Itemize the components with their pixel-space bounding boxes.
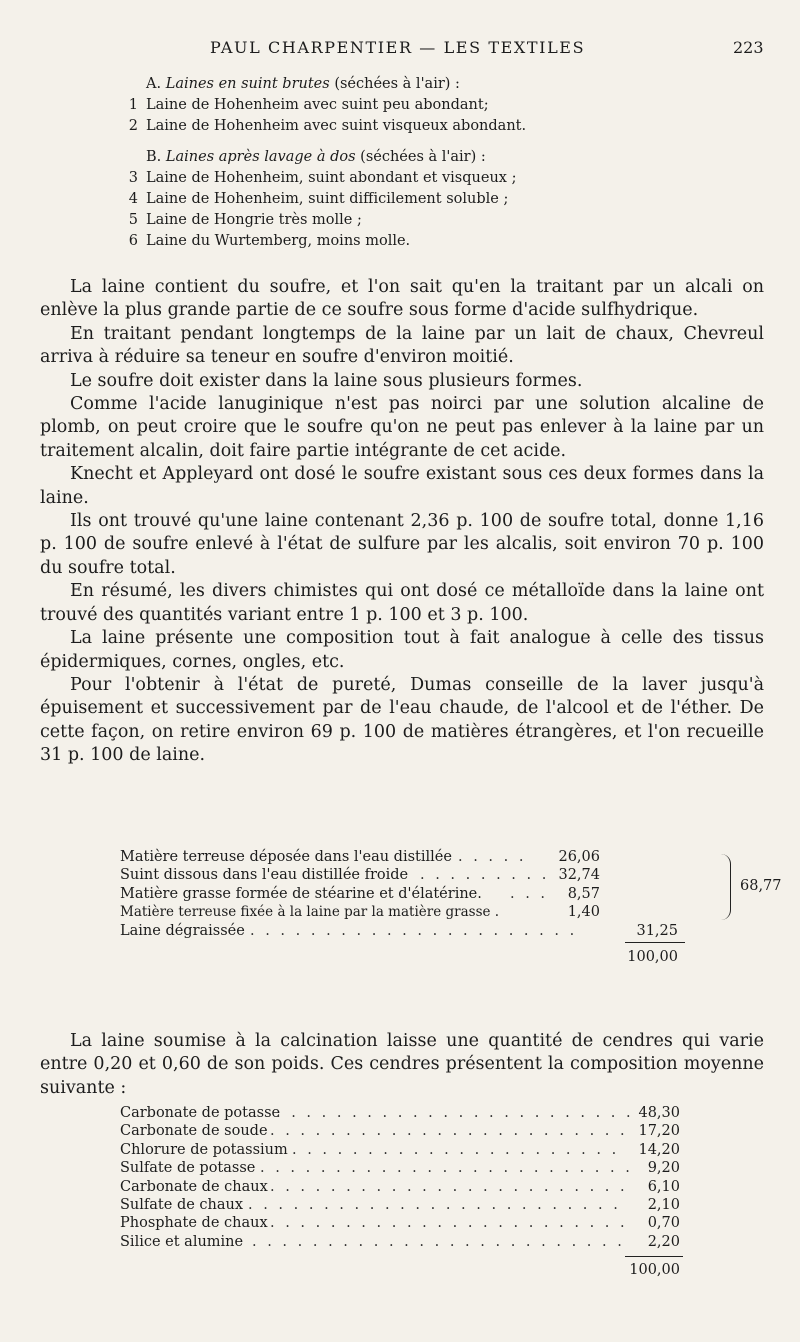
table-row (120, 948, 680, 966)
table-row: Carbonate de soude . . . . . . . . . . . . . . . . . . . . . . . . 17,20 (120, 1123, 680, 1140)
paragraph: La laine contient du soufre, et l'on sait qu'en la traitant par un alcali on enlève la plus grande partie de ce soufre sous forme d'acide sulfhydrique. (40, 277, 764, 321)
list-item: 2 Laine de Hohenheim avec suint visqueux abondant. (128, 118, 527, 134)
table-row: Suint dissous dans l'eau distillée froide . . . . . . . . . 32,74 (120, 867, 600, 884)
group-a-title (120, 74, 680, 95)
list-item: 6 Laine du Wurtemberg, moins molle. (128, 233, 411, 249)
paragraph: Knecht et Appleyard ont dosé le soufre existant sous ces deux formes dans la laine. (40, 464, 764, 508)
table-row: Chlorure de potassium . . . . . . . . . . . . . . . . . . . . . . 14,20 (120, 1141, 680, 1158)
paragraph: Ils ont trouvé qu'une laine contenant 2,36 p. 100 de soufre total, donne 1,16 p. 100 de soufre enlevé à l'état de sulfure par les alcalis, soit environ 70 p. 100 du soufre total. (40, 511, 764, 578)
list-item: 3 Laine de Hohenheim, suint abondant et visqueux ; (128, 170, 517, 186)
table-row: Matière terreuse déposée dans l'eau distillée . . . . . 26,06 (120, 849, 600, 865)
body-text-ash (40, 1030, 764, 1100)
table-row (120, 1261, 680, 1279)
table-row: Matière terreuse fixée à la laine par la matière grasse . 1,40 (120, 904, 600, 921)
table-row: Laine dégraissée . . . . . . . . . . . . . . . . . . . . . . 31,25 (120, 922, 678, 939)
table-row: Silice et alumine . . . . . . . . . . . . . . . . . . . . . . . . . 2,20 (120, 1233, 680, 1250)
group-a-note: (séchées à l'air) : (334, 76, 460, 92)
paragraph: Comme l'acide lanuginique n'est pas noirci par une solution alcaline de plomb, on peut croire que le soufre qu'on ne peut pas enlever à la laine par un traitement alcalin, doit faire partie intégrante de cet acide. (40, 394, 764, 461)
table-row: Carbonate de chaux . . . . . . . . . . . . . . . . . . . . . . . . 6,10 (120, 1178, 680, 1195)
page-number: 223 (733, 38, 764, 57)
sum-rule (625, 1256, 683, 1257)
paragraph: Le soufre doit exister dans la laine sous plusieurs formes. (70, 370, 583, 391)
running-title: PAUL CHARPENTIER — LES TEXTILES (210, 38, 586, 57)
list-item: 4 Laine de Hohenheim, suint difficilement soluble ; (128, 191, 509, 207)
list-item: 5 Laine de Hongrie très molle ; (128, 212, 362, 228)
bracket-total: 68,77 (740, 878, 782, 894)
bracket (720, 854, 731, 920)
group-b-title (120, 147, 680, 168)
running-head (0, 38, 800, 62)
paragraph: En traitant pendant longtemps de la laine par un lait de chaux, Chevreul arriva à réduire sa teneur en soufre d'environ moitié. (40, 323, 764, 368)
impurities-table (120, 848, 782, 966)
table-row: Matière grasse formée de stéarine et d'élatérine. . . . 8,57 (120, 885, 600, 902)
table-row: Sulfate de chaux . . . . . . . . . . . . . . . . . . . . . . . . . 2,10 (120, 1196, 680, 1213)
ash-total: 100,00 (629, 1262, 680, 1279)
group-b-letter: B. (146, 149, 162, 165)
list-item: 1 Laine de Hohenheim avec suint peu abondant; (128, 97, 489, 113)
group-a-letter: A. (146, 76, 162, 92)
group-b-name: Laines après lavage à dos (165, 149, 356, 165)
body-text (40, 276, 764, 768)
group-b-note: (séchées à l'air) : (360, 149, 486, 165)
paragraph: La laine présente une composition tout à fait analogue à celle des tissus épidermiques, cornes, ongles, etc. (40, 628, 764, 672)
paragraph: La laine soumise à la calcination laisse une quantité de cendres qui varie entre 0,20 et 0,60 de son poids. Ces cendres présentent la composition moyenne suivante : (40, 1031, 764, 1098)
table-row: Phosphate de chaux . . . . . . . . . . . . . . . . . . . . . . . . 0,70 (120, 1215, 680, 1232)
table-row: Sulfate de potasse . . . . . . . . . . . . . . . . . . . . . . . . . 9,20 (120, 1160, 680, 1177)
ash-table (120, 1104, 680, 1280)
paragraph: En résumé, les divers chimistes qui ont dosé ce métalloïde dans la laine ont trouvé des quantités variant entre 1 p. 100 et 3 p. 100. (40, 581, 764, 625)
sample-list (120, 74, 680, 252)
grand-total: 100,00 (627, 948, 678, 965)
group-a-name: Laines en suint brutes (165, 76, 330, 92)
table-row: Carbonate de potasse . . . . . . . . . . . . . . . . . . . . . . . . 48,30 (120, 1105, 680, 1121)
paragraph: Pour l'obtenir à l'état de pureté, Dumas conseille de la laver jusqu'à épuisement et successivement par de l'eau chaude, de l'alcool et de l'éther. De cette façon, on retire environ 69 p. 100 de matières étrangères, et l'on recueille 31 p. 100 de laine. (40, 674, 764, 766)
sum-rule (625, 942, 685, 943)
